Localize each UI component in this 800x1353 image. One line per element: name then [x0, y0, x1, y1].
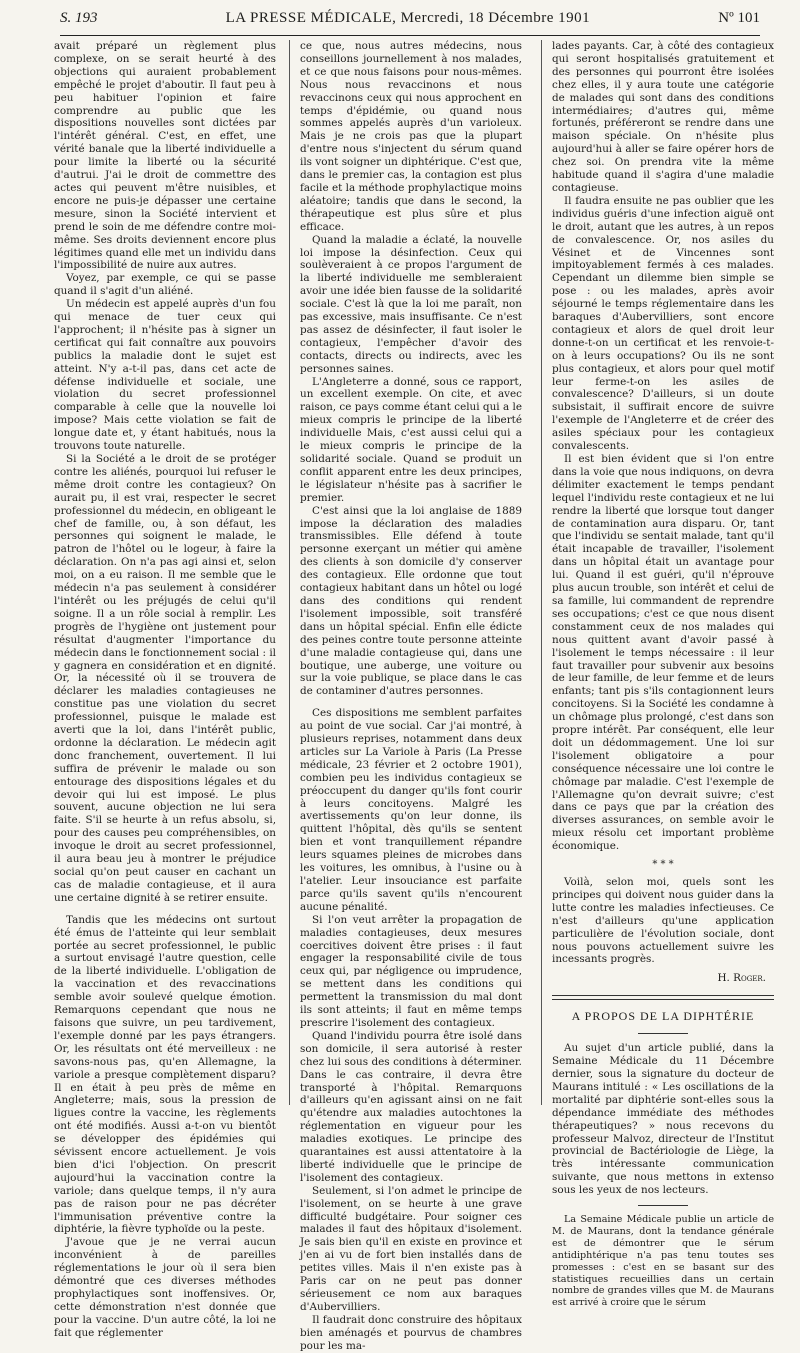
- paragraph: Voilà, selon moi, quels sont les principes qui doivent nous guider dans la lutte contre les maladies infectieuses. Ce n'est d'ailleurs qu'une application particulière de l'évolution sociale, dont nous pouvons actuellement suivre les incessants progrès.: [552, 876, 774, 966]
- column-3: [552, 40, 774, 1309]
- section-rule: [552, 999, 774, 1000]
- paragraph: Au sujet d'un article publié, dans la Semaine Médicale du 11 Décembre dernier, sous la signature du docteur de Maurans intitulé : « Les oscillations de la mortalité par diphtérie sont-elles sous la dépendance immédiate des méthodes thérapeutiques? » nous recevons du professeur Malvoz, directeur de l'Institut provincial de Bactériologie de Liège, la très intéressante communication suivante, que nous mettons in extenso sous les yeux de nos lecteurs.: [552, 1042, 774, 1197]
- column-divider: [541, 40, 542, 1105]
- paragraph: avait préparé un règlement plus complexe, on se serait heurté à des objections qui auraient probablement empêché le projet d'aboutir. Il faut peu à peu habituer l'opinion et faire comprendre au public que les dispositions nouvelles sont dictées par l'intérêt général. C'est, en effet, une vérité banale que la liberté individuelle a pour limite la liberté ou la sécurité d'autrui. J'ai le droit de commettre des actes qui peuvent m'être nuisibles, et encore ne puis-je dépasser une certaine mesure, sinon la Société intervient et prend le soin de me défendre contre moi-même. Ses droits deviennent encore plus légitimes quand elle met un individu dans l'impossibilité de nuire aux autres.: [54, 40, 276, 272]
- paragraph: Si l'on veut arrêter la propagation de maladies contagieuses, deux mesures coercitives doivent être prises : il faut engager la responsabilité civile de tous ceux qui, par négligence ou imprudence, se mettent dans les conditions qui permettent la transmission du mal dont ils sont atteints; il faut en même temps prescrire l'isolement des contagieux.: [300, 913, 522, 1029]
- quoted-letter: La Semaine Médicale publie un article de M. de Maurans, dont la tendance générale est de démontrer que le sérum antidiphtérique n'a pas tenu toutes ses promesses : c'est en se basant sur des statistiques recueillies dans un certain nombre de grandes villes que M. de Maurans est arrivé à croire que le sérum: [552, 1214, 774, 1309]
- column-divider: [289, 40, 290, 1105]
- paragraph: Il faudrait donc construire des hôpitaux bien aménagés et pourvus de chambres pour les ma-: [300, 1313, 522, 1352]
- paragraph: C'est ainsi que la loi anglaise de 1889 impose la déclaration des maladies transmissibles. Elle défend à toute personne exerçant un métier qui amène des clients à son domicile d'y conserver des contagieux. Elle ordonne que tout contagieux habitant dans un hôtel ou logé dans des conditions qui rendent l'isolement impossible, soit transféré dans un hôpital spécial. Enfin elle édicte des peines contre toute personne atteinte d'une maladie contagieuse qui, dans une boutique, une auberge, une voiture ou sur la voie publique, se place dans le cas de contaminer d'autres personnes.: [300, 504, 522, 698]
- paragraph: lades payants. Car, à côté des contagieux qui seront hospitalisés gratuitement et des personnes qui pourront être isolées chez elles, il y aura toute une catégorie de malades qui sont dans des conditions intermédiaires; d'autres qui, même fortunés, préféreront se rendre dans une maison spéciale. On n'hésite plus aujourd'hui à aller se faire opérer hors de chez soi. On prendra vite la même habitude quand il s'agira d'une maladie contagieuse.: [552, 40, 774, 194]
- paragraph: Il faudra ensuite ne pas oublier que les individus guéris d'une infection aiguë ont le droit, autant que les autres, à un repos de convalescence. Or, nos asiles du Vésinet et de Vincennes sont impitoyablement fermés à ces malades. Cependant un dilemme bien simple se pose : ou les malades, après avoir séjourné le temps réglementaire dans les baraques d'Aubervilliers, sont encore contagieux et alors de quel droit leur donne-t-on un certificat et les renvoie-t-on à leurs occupations? Ou ils ne sont plus contagieux, et alors pour quel motif leur ferme-t-on les asiles de convalescence? D'ailleurs, si un doute subsistait, il suffirait encore de suivre l'exemple de l'Angleterre et de créer des asiles spéciaux pour les contagieux convalescents.: [552, 194, 774, 453]
- paragraph: Quand la maladie a éclaté, la nouvelle loi impose la désinfection. Ceux qui soulèveraient à ce propos l'argument de la liberté individuelle me sembleraient avoir une idée bien fausse de la solidarité sociale. C'est là que la loi me paraît, non pas excessive, mais insuffisante. Ce n'est pas assez de désinfecter, il faut isoler le contagieux, l'empêcher d'avoir des contacts, directs ou indirects, avec les personnes saines.: [300, 233, 522, 375]
- paragraph: Ces dispositions me semblent parfaites au point de vue social. Car j'ai montré, à plusieurs reprises, notamment dans deux articles sur La Variole à Paris (La Presse médicale, 23 février et 2 octobre 1901), combien peu les individus contagieux se préoccupent du danger qu'ils font courir à leurs concitoyens. Malgré les avertissements qu'on leur donne, ils quittent l'hôpital, dès qu'ils se sentent bien et vont tranquillement répandre leurs squames pleines de microbes dans les voitures, les omnibus, à l'usine ou à l'atelier. Leur insouciance est parfaite parce qu'ils savent qu'ils n'encourent aucune pénalité.: [300, 707, 522, 913]
- heading-rule: [638, 1033, 688, 1034]
- author-signature: H. Roger.: [717, 972, 766, 985]
- section-rule: [552, 995, 774, 996]
- paragraph: ce que, nous autres médecins, nous conseillons journellement à nos malades, et ce que nous faisons pour nous-mêmes. Nous nous revaccinons et nous revaccinons ceux qui nous approchent en temps d'épidémie, ou quand nous sommes appelés auprès d'un varioleux. Mais je ne crois pas que la plupart d'entre nous s'injectent du sérum quand ils vont soigner un diphtérique. C'est que, dans le premier cas, la contagion est plus facile et la méthode prophylactique moins aléatoire; tandis que dans le second, la thérapeutique est plus sûre et plus efficace.: [300, 40, 522, 233]
- page-header: [60, 10, 760, 34]
- paragraph: Tandis que les médecins ont surtout été émus de l'atteinte qui leur semblait portée au secret professionnel, le public a surtout envisagé l'autre question, celle de la liberté individuelle. L'obligation de la vaccination et des revaccinations semble avoir soulevé quelque émotion. Remarquons cependant que nous ne faisons que suivre, un peu tardivement, l'exemple donné par les pays étrangers. Or, les résultats ont été merveilleux : ne savons-nous pas, qu'en Allemagne, la variole a presque complètement disparu? Il en était à peu près de même en Angleterre; mais, sous la pression de ligues contre la vaccine, les règlements ont été modifiés. Aussi a-t-on vu bientôt se développer des épidémies qui sévissent encore actuellement. Je vois bien d'ici l'objection. On prescrit aujourd'hui la vaccination contre la variole; dans quelque temps, il n'y aura pas de raison pour ne pas décréter l'immunisation préventive contre la diphtérie, la fièvre typhoïde ou la peste.: [54, 913, 276, 1236]
- page-number: S. 193: [60, 10, 98, 26]
- journal-title: LA PRESSE MÉDICALE, Mercredi, 18 Décembre 1901: [225, 10, 591, 26]
- paragraph: Il est bien évident que si l'on entre dans la voie que nous indiquons, on devra délimiter exactement le temps pendant lequel l'individu reste contagieux et ne lui rendre la liberté que lorsque tout danger de contamination aura disparu. Or, tant que l'individu se sentait malade, tant qu'il était incapable de travailler, l'isolement dans un hôpital était un avantage pour lui. Quand il est guéri, qu'il n'éprouve plus aucun trouble, son intérêt et celui de sa famille, lui commandent de reprendre ses occupations; c'est ce que nous disent constamment ceux de nos malades qui nous quittent avant d'avoir passé à l'isolement le temps nécessaire : il leur faut travailler pour subvenir aux besoins de leur famille, de leur femme et de leurs enfants; tant pis s'ils contagionnent leurs concitoyens. Si la Société les condamne à un chômage plus prolongé, c'est dans son propre intérêt. Par conséquent, elle leur doit un dédommagement. Une loi sur l'isolement obligatoire a pour conséquence nécessaire une loi contre le chômage par maladie. C'est l'exemple de l'Allemagne qu'on devrait suivre; c'est dans ce pays que par la création des diverses assurances, on semble avoir le mieux résolu cet important problème économique.: [552, 453, 774, 853]
- column-2: [300, 40, 522, 1352]
- paragraph: Quand l'individu pourra être isolé dans son domicile, il sera autorisé à rester chez lui sous des conditions à déterminer. Dans le cas contraire, il devra être transporté à l'hôpital. Remarquons d'ailleurs qu'en agissant ainsi on ne fait qu'étendre aux maladies autochtones la réglementation en vigueur pour les maladies exotiques. Le principe des quarantaines est aussi attentatoire à la liberté individuelle que le principe de l'isolement des contagieux.: [300, 1029, 522, 1184]
- paragraph: Voyez, par exemple, ce qui se passe quand il s'agit d'un aliéné.: [54, 272, 276, 298]
- paragraph: Un médecin est appelé auprès d'un fou qui menace de tuer ceux qui l'approchent; il n'hésite pas à signer un certificat qui fait connaître aux pouvoirs publics la maladie dont le sujet est atteint. N'y a-t-il pas, dans cet acte de défense individuelle et sociale, une violation du secret professionnel comparable à celle que la nouvelle loi impose? Mais cette violation se fait de longue date et, y étant habitués, nous la trouvons toute naturelle.: [54, 298, 276, 453]
- paragraph: Seulement, si l'on admet le principe de l'isolement, on se heurte à une grave difficulté budgétaire. Pour soigner ces malades il faut des hôpitaux d'isolement. Je sais bien qu'il en existe en province et j'en ai vu de fort bien installés dans de petites villes. Mais il n'en existe pas à Paris car on ne peut pas donner sérieusement ce nom aux baraques d'Aubervilliers.: [300, 1184, 522, 1313]
- divider-rule: [638, 1205, 688, 1206]
- paragraph: J'avoue que je ne verrai aucun inconvénient à de pareilles réglementations le jour où il sera bien démontré que ces diverses méthodes prophylactiques sont inoffensives. Or, cette démonstration n'est donnée que pour la vaccine. D'un autre côté, la loi ne fait que réglementer: [54, 1236, 276, 1339]
- header-rule: [60, 35, 760, 36]
- section-heading: A PROPOS DE LA DIPHTÉRIE: [571, 1009, 755, 1024]
- section-stars: * * *: [652, 859, 674, 871]
- paragraph: Si la Société a le droit de se protéger contre les aliénés, pourquoi lui refuser le même droit contre les contagieux? On aurait pu, il est vrai, respecter le secret professionnel du médecin, en obligeant le chef de famille, ou, à son défaut, les personnes qui soignent le malade, le patron de l'hôtel ou le logeur, à faire la déclaration. On n'a pas agi ainsi et, selon moi, on a eu raison. Il me semble que le médecin n'a pas seulement à considérer l'intérêt ou les préjugés de celui qu'il soigne. Il a un rôle social à remplir. Les progrès de l'hygiène ont justement pour résultat d'augmenter l'importance du médecin dans le fonctionnement social : il y gagnera en considération et en dignité. Or, la nécessité où il se trouvera de déclarer les maladies contagieuses ne constitue pas une violation du secret professionnel, puisque le malade est averti que la loi, dans l'intérêt public, ordonne la déclaration. Le médecin agit donc franchement, ouvertement. Il lui suffira de prévenir le malade ou son entourage des dispositions légales et du devoir qui lui est imposé. Le plus souvent, aucune objection ne lui sera faite. S'il se heurte à un refus absolu, si, pour des causes peu compréhensibles, on invoque le droit au secret professionnel, il aura beau jeu à montrer le préjudice social qu'on peut causer en cachant un cas de maladie contagieuse, et il aura une certaine dignité à se retirer ensuite.: [54, 453, 276, 904]
- column-1: [54, 40, 276, 1339]
- issue-number: Nº 101: [718, 10, 760, 26]
- paragraph: L'Angleterre a donné, sous ce rapport, un excellent exemple. On cite, et avec raison, ce pays comme étant celui qui a le mieux compris le principe de la liberté individuelle Mais, c'est aussi celui qui a le mieux compris le principe de la solidarité sociale. Quand se produit un conflit apparent entre les deux principes, le législateur n'hésite pas à sacrifier le premier.: [300, 375, 522, 504]
